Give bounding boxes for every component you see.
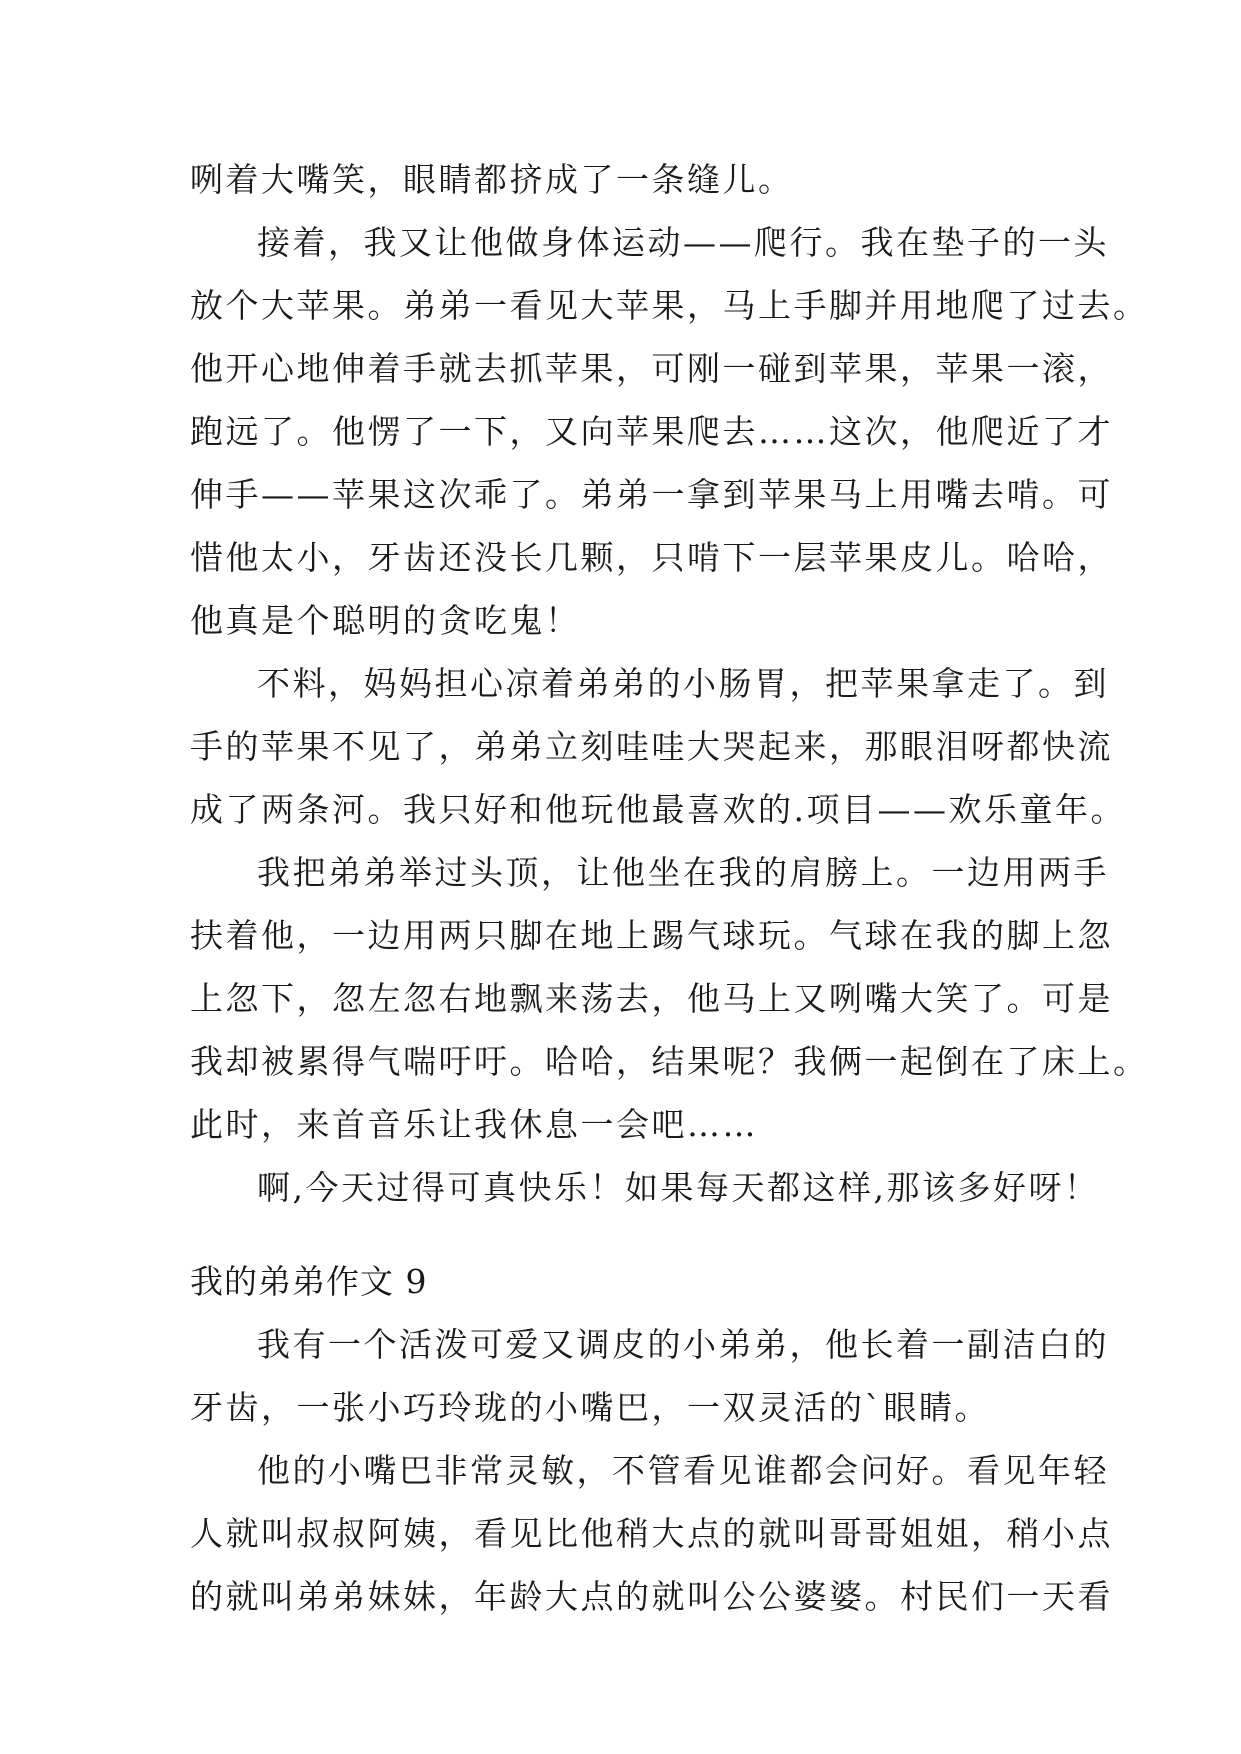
text-line: 啊,今天过得可真快乐！如果每天都这样,那该多好呀！ <box>257 1168 1100 1207</box>
text-line: 我把弟弟举过头顶，让他坐在我的肩膀上。一边用两手 <box>257 853 1109 892</box>
text-line: 的就叫弟弟妹妹，年龄大点的就叫公公婆婆。村民们一天看 <box>190 1577 1113 1616</box>
text-line: 此时，来首音乐让我休息一会吧…… <box>190 1105 758 1144</box>
text-line: 不料，妈妈担心凉着弟弟的小肠胃，把苹果拿走了。到 <box>257 664 1109 703</box>
text-line: 我有一个活泼可爱又调皮的小弟弟，他长着一副洁白的 <box>257 1325 1109 1364</box>
section-heading: 我的弟弟作文 9 <box>190 1262 428 1301</box>
text-line: 我却被累得气喘吁吁。哈哈，结果呢？我俩一起倒在了床上。 <box>190 1042 1149 1081</box>
text-line: 他开心地伸着手就去抓苹果，可刚一碰到苹果，苹果一滚， <box>190 349 1113 388</box>
text-line: 扶着他，一边用两只脚在地上踢气球玩。气球在我的脚上忽 <box>190 916 1113 955</box>
text-line: 成了两条河。我只好和他玩他最喜欢的.项目——欢乐童年。 <box>190 790 1126 829</box>
text-line: 跑远了。他愣了一下，又向苹果爬去……这次，他爬近了才 <box>190 412 1113 451</box>
text-line: 他真是个聪明的贪吃鬼！ <box>190 601 581 640</box>
text-line: 接着，我又让他做身体运动——爬行。我在垫子的一头 <box>257 223 1109 262</box>
text-line: 伸手——苹果这次乖了。弟弟一拿到苹果马上用嘴去啃。可 <box>190 475 1113 514</box>
text-line: 人就叫叔叔阿姨，看见比他稍大点的就叫哥哥姐姐，稍小点 <box>190 1514 1113 1553</box>
text-line: 上忽下，忽左忽右地飘来荡去，他马上又咧嘴大笑了。可是 <box>190 979 1113 1018</box>
text-line: 牙齿，一张小巧玲珑的小嘴巴，一双灵活的`眼睛。 <box>190 1388 990 1427</box>
text-line: 咧着大嘴笑，眼睛都挤成了一条缝儿。 <box>190 160 794 199</box>
text-line: 手的苹果不见了，弟弟立刻哇哇大哭起来，那眼泪呀都快流 <box>190 727 1113 766</box>
text-line: 他的小嘴巴非常灵敏，不管看见谁都会问好。看见年轻 <box>257 1451 1109 1490</box>
text-line: 放个大苹果。弟弟一看见大苹果，马上手脚并用地爬了过去。 <box>190 286 1149 325</box>
text-line: 惜他太小，牙齿还没长几颗，只啃下一层苹果皮儿。哈哈， <box>190 538 1113 577</box>
